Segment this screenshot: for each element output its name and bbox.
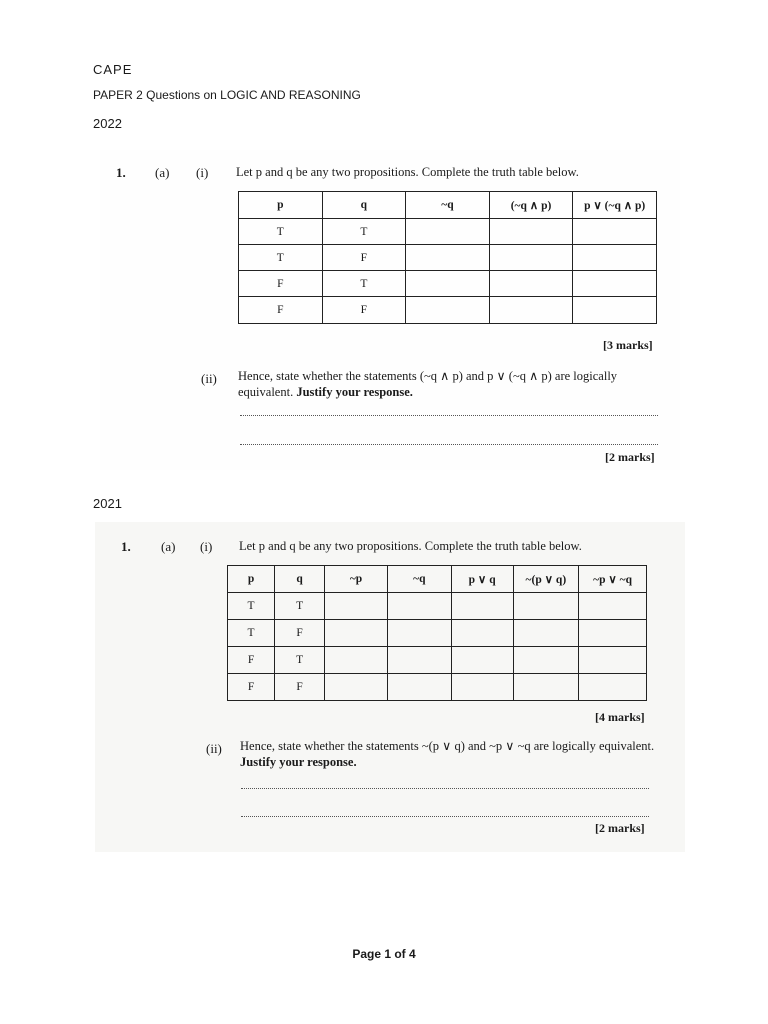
table-cell: F — [275, 674, 325, 701]
answer-cell[interactable] — [573, 271, 657, 297]
column-header: ~p ∨ ~q — [579, 566, 647, 593]
answer-cell[interactable] — [579, 647, 647, 674]
table-cell: T — [322, 219, 406, 245]
truth-table — [227, 565, 647, 701]
year-heading-2021: 2021 — [93, 496, 122, 511]
column-header: p — [228, 566, 275, 593]
column-header: ~(p ∨ q) — [513, 566, 579, 593]
prompt-line: Hence, state whether the statements (~q ∧ p) and p ∨ (~q ∧ p) are logically — [238, 369, 618, 383]
table-cell: F — [322, 297, 406, 324]
column-header: p — [239, 192, 323, 219]
table-row — [239, 245, 657, 271]
table-cell: F — [239, 271, 323, 297]
answer-cell[interactable] — [451, 620, 513, 647]
table-row — [228, 674, 647, 701]
prompt-emphasis: Justify your response. — [296, 385, 413, 399]
answer-cell[interactable] — [387, 674, 451, 701]
prompt-text: equivalent. — [238, 385, 294, 399]
answer-cell[interactable] — [573, 245, 657, 271]
table-cell: T — [239, 245, 323, 271]
question-number: 1. — [116, 165, 126, 180]
table-row — [228, 647, 647, 674]
answer-line[interactable] — [241, 816, 649, 817]
answer-cell[interactable] — [451, 647, 513, 674]
column-header: p ∨ q — [451, 566, 513, 593]
column-header: q — [322, 192, 406, 219]
table-cell: T — [275, 647, 325, 674]
marks-label: [3 marks] — [603, 338, 653, 352]
answer-cell[interactable] — [513, 674, 579, 701]
question-scan-2021 — [95, 522, 685, 852]
marks-label: [2 marks] — [605, 450, 655, 464]
answer-cell[interactable] — [579, 620, 647, 647]
answer-line[interactable] — [241, 788, 649, 789]
answer-cell[interactable] — [406, 297, 490, 324]
answer-cell[interactable] — [579, 674, 647, 701]
answer-line[interactable] — [240, 444, 658, 445]
year-heading-2022: 2022 — [93, 116, 122, 131]
column-header: ~q — [406, 192, 490, 219]
answer-cell[interactable] — [406, 245, 490, 271]
question-prompt — [238, 368, 668, 400]
prompt-line: Justify your response. — [240, 755, 357, 769]
answer-cell[interactable] — [489, 245, 573, 271]
column-header: q — [275, 566, 325, 593]
part-label: (a) — [161, 539, 176, 554]
table-cell: F — [228, 647, 275, 674]
part-label: (a) — [155, 165, 170, 180]
answer-cell[interactable] — [325, 647, 388, 674]
table-row — [239, 271, 657, 297]
table-row — [239, 297, 657, 324]
table-row — [228, 593, 647, 620]
answer-cell[interactable] — [451, 593, 513, 620]
answer-cell[interactable] — [387, 620, 451, 647]
table-cell: T — [239, 219, 323, 245]
answer-cell[interactable] — [406, 271, 490, 297]
answer-cell[interactable] — [406, 219, 490, 245]
answer-cell[interactable] — [325, 593, 388, 620]
answer-cell[interactable] — [489, 271, 573, 297]
subpart-label: (i) — [196, 165, 209, 180]
question-scan-2022 — [100, 150, 680, 470]
table-row — [239, 219, 657, 245]
answer-cell[interactable] — [451, 674, 513, 701]
table-cell: F — [228, 674, 275, 701]
table-row — [228, 620, 647, 647]
question-prompt: Let p and q be any two propositions. Complete the truth table below. — [239, 539, 582, 553]
answer-cell[interactable] — [489, 219, 573, 245]
column-header: ~q — [387, 566, 451, 593]
column-header: (~q ∧ p) — [489, 192, 573, 219]
exam-name: CAPE — [93, 62, 133, 77]
answer-cell[interactable] — [513, 593, 579, 620]
answer-line[interactable] — [240, 415, 658, 416]
marks-label: [2 marks] — [595, 821, 645, 835]
answer-cell[interactable] — [579, 593, 647, 620]
table-cell: F — [322, 245, 406, 271]
table-cell: T — [322, 271, 406, 297]
answer-cell[interactable] — [387, 593, 451, 620]
paper-title: PAPER 2 Questions on LOGIC AND REASONING — [93, 88, 361, 102]
table-header-row — [239, 192, 657, 219]
column-header: p ∨ (~q ∧ p) — [573, 192, 657, 219]
table-cell: F — [275, 620, 325, 647]
question-prompt — [240, 738, 680, 770]
prompt-line — [238, 384, 668, 400]
answer-cell[interactable] — [325, 620, 388, 647]
table-cell: T — [228, 620, 275, 647]
answer-cell[interactable] — [513, 647, 579, 674]
question-prompt: Let p and q be any two propositions. Complete the truth table below. — [236, 165, 579, 179]
page-number: Page 1 of 4 — [352, 947, 416, 961]
truth-table — [238, 191, 657, 324]
answer-cell[interactable] — [325, 674, 388, 701]
subpart-label: (ii) — [201, 371, 217, 386]
table-cell: F — [239, 297, 323, 324]
answer-cell[interactable] — [573, 297, 657, 324]
answer-cell[interactable] — [489, 297, 573, 324]
question-number: 1. — [121, 539, 131, 554]
prompt-line: Hence, state whether the statements ~(p ∨ q) and ~p ∨ ~q are logically equivalent. — [240, 739, 655, 753]
subpart-label: (ii) — [206, 741, 222, 756]
document-header — [93, 62, 361, 131]
answer-cell[interactable] — [387, 647, 451, 674]
table-cell: T — [228, 593, 275, 620]
table-header-row — [228, 566, 647, 593]
table-cell: T — [275, 593, 325, 620]
answer-cell[interactable] — [513, 620, 579, 647]
answer-cell[interactable] — [573, 219, 657, 245]
marks-label: [4 marks] — [595, 710, 645, 724]
column-header: ~p — [325, 566, 388, 593]
subpart-label: (i) — [200, 539, 213, 554]
